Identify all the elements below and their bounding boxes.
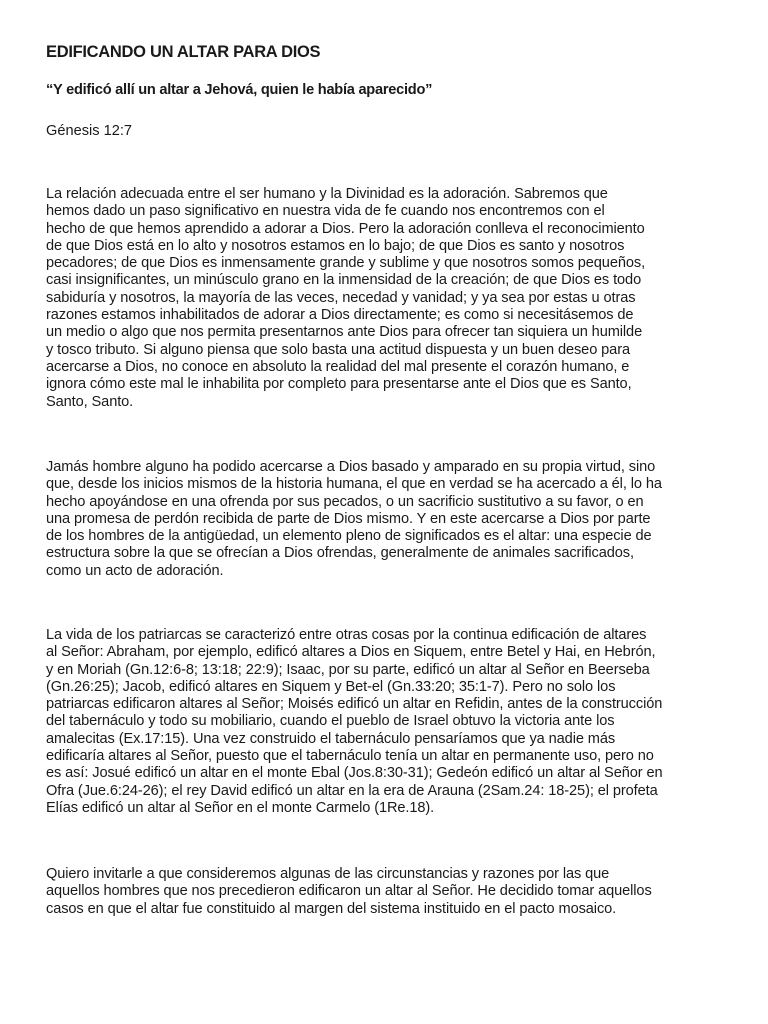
body-paragraph: Jamás hombre alguno ha podido acercarse a Dios basado y amparado en su propia virtud, sino que, desde los inicios mismos de la historia humana, el que en verdad se ha acercado a él, lo ha hecho apoyándose en una ofrenda por sus pecados, o un sacrificio sustitutivo a su favor, o en una promesa de perdón recibida de parte de Dios mismo. Y en este acercarse a Dios por parte de los hombres de la antigüedad, un elemento pleno de significados es el altar: una especie de estructura sobre la que se ofrecían a Dios ofrendas, generalmente de animales sacrificados, como un acto de adoración. xyxy=(46,459,662,579)
body-paragraph: Quiero invitarle a que consideremos algunas de las circunstancias y razones por las que aquellos hombres que nos precedieron edificaron un altar al Señor. He decidido tomar aquellos casos en que el altar fue constituido al margen del sistema instituido en el pacto mosaico. xyxy=(46,866,652,917)
scripture-reference: Génesis 12:7 xyxy=(46,123,132,139)
epigraph-quote: “Y edificó allí un altar a Jehová, quien le había aparecido” xyxy=(46,82,433,98)
document-title: EDIFICANDO UN ALTAR PARA DIOS xyxy=(46,43,321,61)
body-paragraph: La relación adecuada entre el ser humano y la Divinidad es la adoración. Sabremos que hemos dado un paso significativo en nuestra vida de fe cuando nos encontremos con el hecho de que hemos aprendido a adorar a Dios. Pero la adoración conlleva el reconocimiento de que Dios está en lo alto y nosotros estamos en lo bajo; de que Dios es santo y nosotros pecadores; de que Dios es inmensamente grande y sublime y que nosotros somos pequeños, casi insignificantes, un minúsculo grano en la inmensidad de la creación; de que Dios es todo sabiduría y nosotros, la mayoría de las veces, necedad y vanidad; y ya sea por estas u otras razones estamos inhabilitados de adorar a Dios directamente; es como si necesitásemos de un medio o algo que nos permita presentarnos ante Dios para ofrecer tan siquiera un humilde y tosco tributo. Si alguno piensa que solo basta una actitud dispuesta y un buen deseo para acercarse a Dios, no conoce en absoluto la realidad del mal presente el corazón humano, e ignora cómo este mal le inhabilita por completo para presentarse ante el Dios que es Santo, Santo, Santo. xyxy=(46,186,646,410)
body-paragraph: La vida de los patriarcas se caracterizó entre otras cosas por la continua edificación de altares al Señor: Abraham, por ejemplo, edificó altares a Dios en Siquem, entre Betel y Hai, en Hebrón, y en Moriah (Gn.12:6-8; 13:18; 22:9); Isaac, por su parte, edificó un altar al Señor en Beerseba (Gn.26:25); Jacob, edificó altares en Siquem y Bet-el (Gn.33:20; 35:1-7). Pero no solo los patriarcas edificaron altares al Señor; Moisés edificó un altar en Refidin, antes de la construcción del tabernáculo y todo su mobiliario, cuando el pueblo de Israel obtuvo la victoria ante los amalecitas (Ex.17:15). Una vez construido el tabernáculo pensaríamos que ya nadie más edificaría altares al Señor, puesto que el tabernáculo tenía un altar en permanente uso, pero no es así: Josué edificó un altar en el monte Ebal (Jos.8:30-31); Gedeón edificó un altar al Señor en Ofra (Jue.6:24-26); el rey David edificó un altar en la era de Arauna (2Sam.24: 18-25); el profeta Elías edificó un altar al Señor en el monte Carmelo (1Re.18). xyxy=(46,627,663,816)
